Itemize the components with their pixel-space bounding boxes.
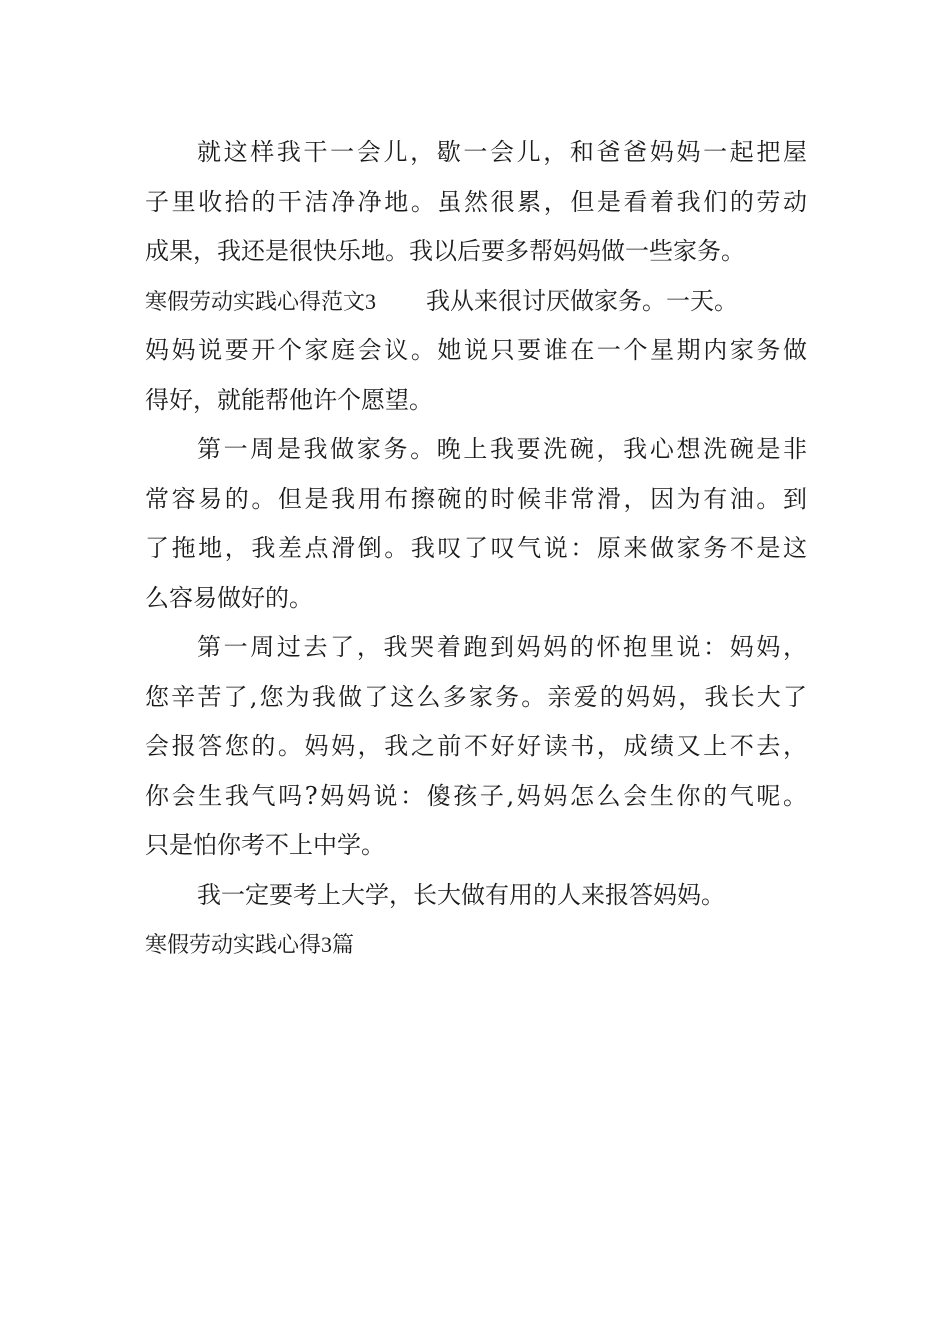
- text-line: 么容易做好的。: [145, 583, 313, 612]
- text-line: 只是怕你考不上中学。: [145, 831, 385, 859]
- section-heading-line: [145, 277, 807, 327]
- text-line: 了拖地，我差点滑倒。我叹了叹气说：原来做家务不是这: [145, 534, 807, 562]
- text-line: 成果，我还是很快乐地。我以后要多帮妈妈做一些家务。: [145, 237, 745, 265]
- text-line: 我一定要考上大学，长大做有用的人来报答妈妈。: [197, 880, 725, 909]
- text-line: 第一周是我做家务。晚上我要洗碗，我心想洗碗是非: [197, 435, 807, 463]
- section-heading: 寒假劳动实践心得范文3: [145, 288, 377, 314]
- text-line: 会报答您的。妈妈，我之前不好好读书，成绩又上不去，: [145, 732, 807, 760]
- text-line: 常容易的。但是我用布擦碗的时候非常滑，因为有油。到: [145, 484, 807, 513]
- text-line: 得好，就能帮他许个愿望。: [145, 385, 433, 414]
- document-title-footer: 寒假劳动实践心得3篇: [145, 932, 355, 957]
- document-body: [145, 128, 807, 970]
- text-line: 妈妈说要开个家庭会议。她说只要谁在一个星期内家务做: [145, 336, 807, 364]
- text-fragment: 我从来很讨厌做家务。一天。: [426, 286, 739, 315]
- text-line: 第一周过去了，我哭着跑到妈妈的怀抱里说：妈妈，: [197, 633, 807, 661]
- text-line: 就这样我干一会儿，歇一会儿，和爸爸妈妈一起把屋: [197, 138, 807, 166]
- text-line: 您辛苦了,您为我做了这么多家务。亲爱的妈妈，我长大了: [145, 682, 807, 711]
- text-line: 你会生我气吗?妈妈说：傻孩子,妈妈怎么会生你的气呢。: [145, 781, 807, 810]
- text-line: 子里收拾的干洁净净地。虽然很累，但是看着我们的劳动: [145, 187, 807, 216]
